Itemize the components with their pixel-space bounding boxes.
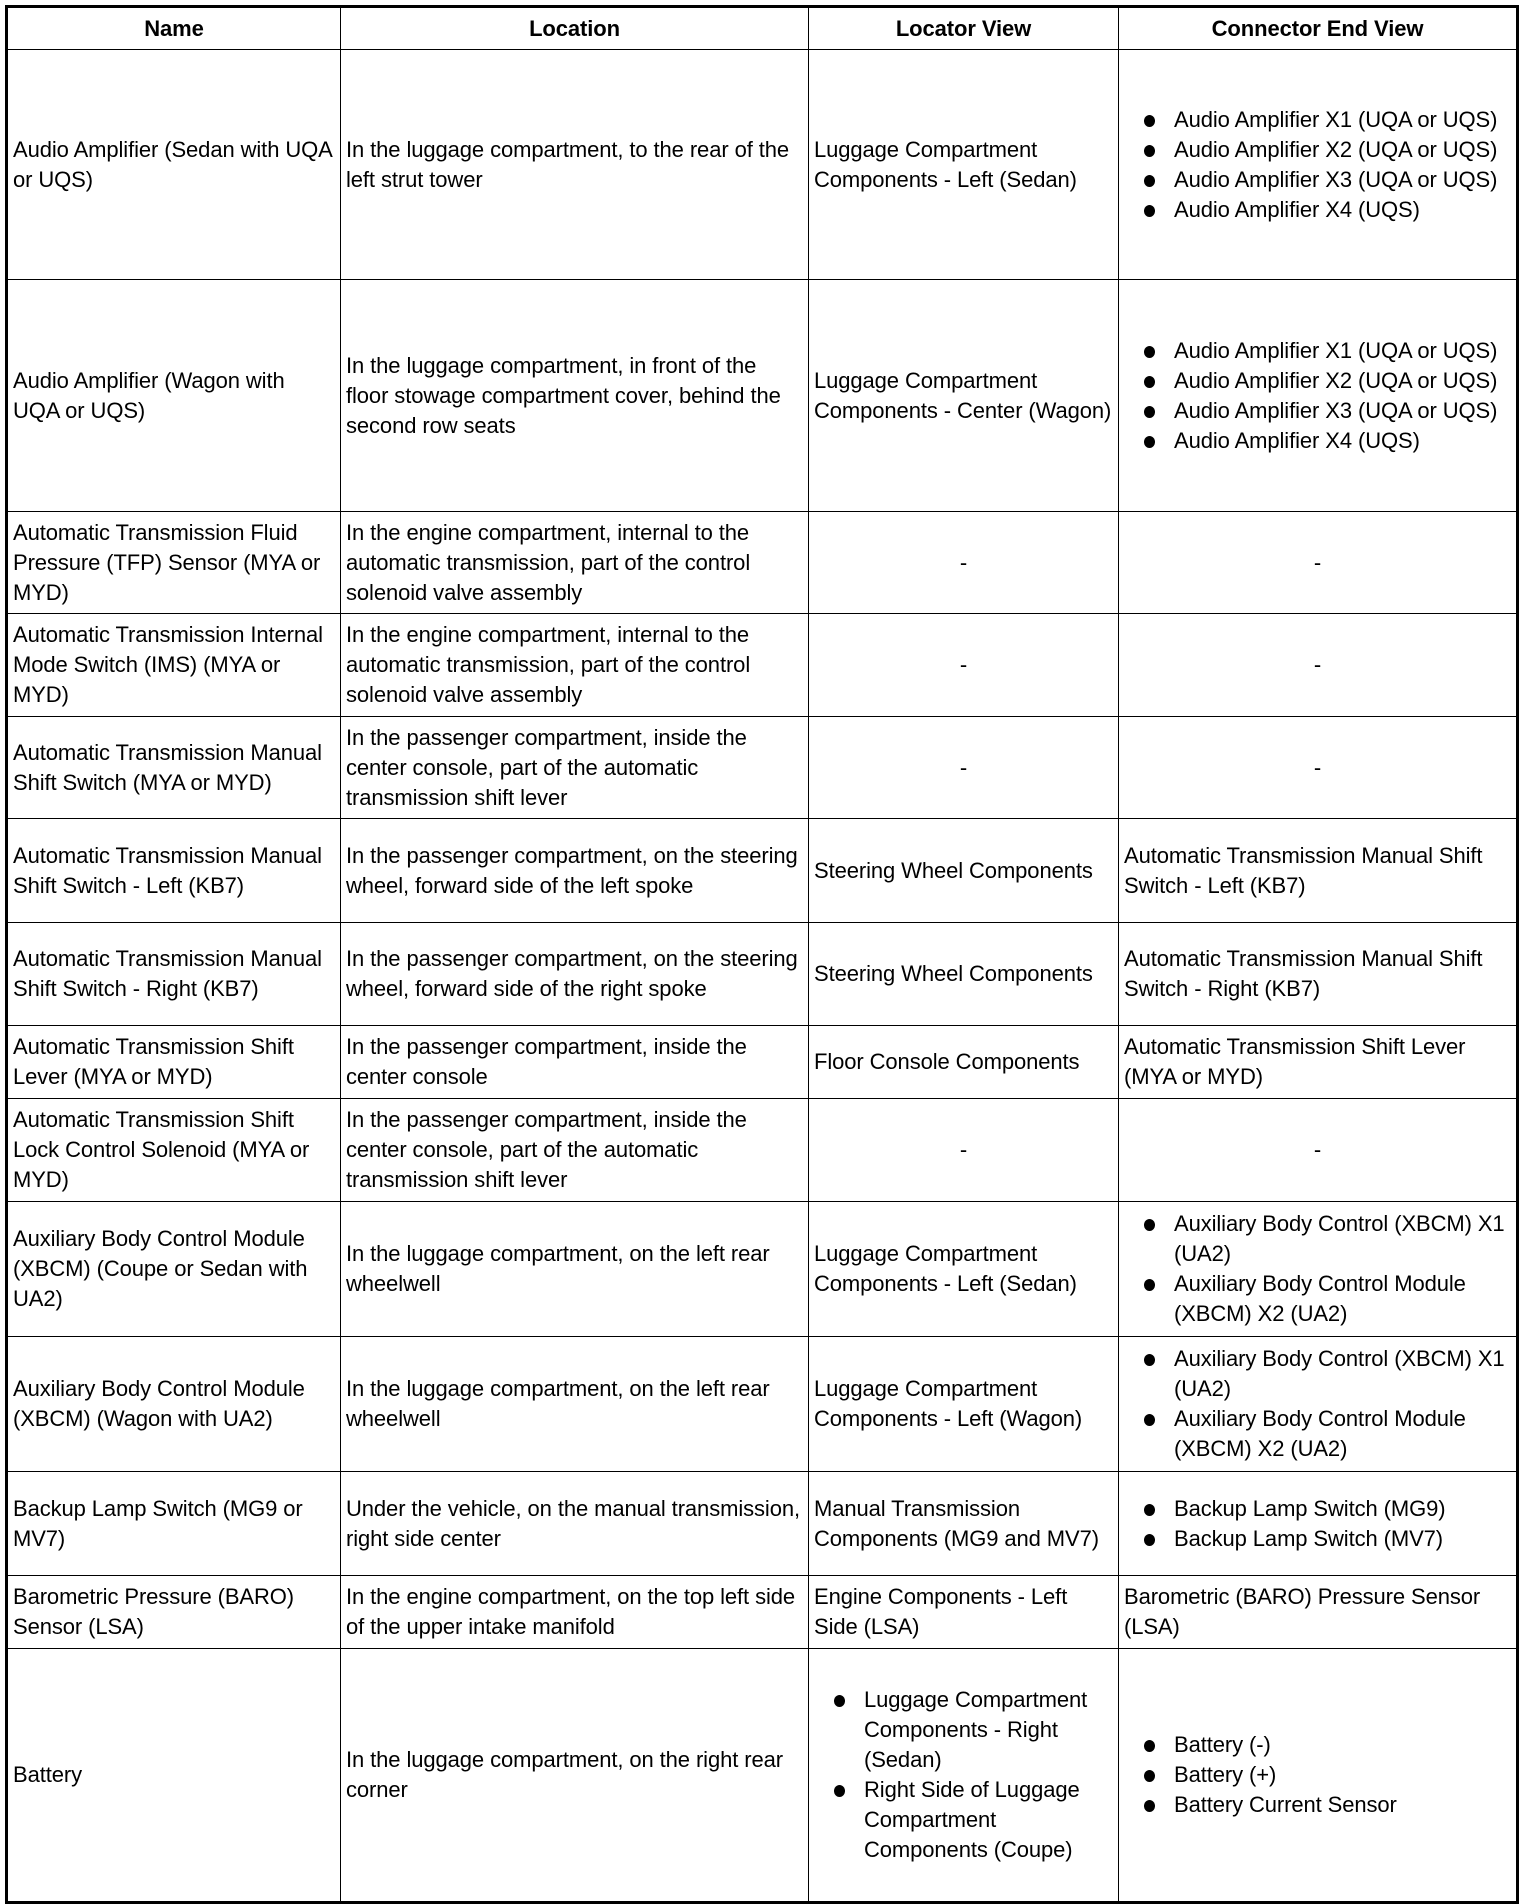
cell-connector [1119,280,1518,512]
cell-locator: - [809,717,1119,819]
bullet-icon [1144,1800,1155,1812]
list-item-text: Backup Lamp Switch (MG9) [1174,1495,1446,1521]
table-row [7,512,1518,614]
cell-connector: - [1119,717,1518,819]
bullet-icon [1144,1504,1155,1516]
cell-name: Barometric Pressure (BARO) Sensor (LSA) [7,1576,341,1649]
cell-name: Automatic Transmission Manual Shift Switch (MYA or MYD) [7,717,341,819]
list-item-text: Auxiliary Body Control Module (XBCM) X2 (UA2) [1174,1271,1466,1326]
table-body [7,50,1518,1903]
header-location: Location [341,7,809,50]
list-item [1124,426,1511,456]
list-item [1124,396,1511,426]
table-row [7,1472,1518,1576]
cell-locator: - [809,614,1119,717]
cell-locator: Luggage Compartment Components - Left (Wagon) [809,1337,1119,1472]
cell-location: In the luggage compartment, in front of the floor stowage compartment cover, behind the second row seats [341,280,809,512]
bullet-icon [834,1785,845,1797]
cell-location: In the engine compartment, on the top left side of the upper intake manifold [341,1576,809,1649]
cell-locator: Manual Transmission Components (MG9 and MV7) [809,1472,1119,1576]
list-item-text: Audio Amplifier X2 (UQA or UQS) [1174,136,1498,162]
cell-name: Automatic Transmission Internal Mode Switch (IMS) (MYA or MYD) [7,614,341,717]
list-item [1124,1344,1511,1404]
list-item-text: Audio Amplifier X3 (UQA or UQS) [1174,166,1498,192]
list-item [1124,1790,1511,1820]
list-item [1124,1209,1511,1269]
bullet-list [1124,105,1511,225]
cell-name: Auxiliary Body Control Module (XBCM) (Coupe or Sedan with UA2) [7,1202,341,1337]
list-item-text: Backup Lamp Switch (MV7) [1174,1525,1444,1551]
list-item [1124,1730,1511,1760]
list-item-text: Luggage Compartment Components - Right (Sedan) [864,1687,1088,1772]
cell-locator: Steering Wheel Components [809,923,1119,1026]
cell-connector [1119,50,1518,280]
cell-locator: - [809,1099,1119,1202]
list-item [1124,1524,1511,1554]
cell-location: In the engine compartment, internal to the automatic transmission, part of the control solenoid valve assembly [341,614,809,717]
cell-connector: Automatic Transmission Shift Lever (MYA or MYD) [1119,1026,1518,1099]
list-item [814,1685,1113,1775]
cell-location: In the passenger compartment, on the steering wheel, forward side of the right spoke [341,923,809,1026]
list-item [1124,1404,1511,1464]
list-item [814,1775,1113,1865]
cell-locator: Engine Components - Left Side (LSA) [809,1576,1119,1649]
table-row [7,717,1518,819]
bullet-icon [1144,1279,1155,1291]
cell-name: Audio Amplifier (Wagon with UQA or UQS) [7,280,341,512]
bullet-icon [834,1695,845,1707]
cell-location: In the luggage compartment, on the left rear wheelwell [341,1202,809,1337]
cell-connector: - [1119,614,1518,717]
bullet-icon [1144,1354,1155,1366]
cell-locator: Luggage Compartment Components - Left (Sedan) [809,50,1119,280]
list-item-text: Auxiliary Body Control (XBCM) X1 (UA2) [1174,1346,1505,1401]
cell-name: Automatic Transmission Manual Shift Switch - Right (KB7) [7,923,341,1026]
bullet-icon [1144,1740,1155,1752]
cell-locator: Floor Console Components [809,1026,1119,1099]
list-item [1124,336,1511,366]
cell-connector [1119,1202,1518,1337]
bullet-list [1124,1730,1511,1820]
cell-name: Automatic Transmission Shift Lock Control Solenoid (MYA or MYD) [7,1099,341,1202]
cell-name: Audio Amplifier (Sedan with UQA or UQS) [7,50,341,280]
bullet-icon [1144,406,1155,418]
bullet-icon [1144,376,1155,388]
bullet-list [1124,336,1511,456]
bullet-icon [1144,115,1155,127]
list-item [1124,1269,1511,1329]
list-item-text: Audio Amplifier X1 (UQA or UQS) [1174,337,1498,363]
bullet-list [1124,1209,1511,1329]
cell-name: Backup Lamp Switch (MG9 or MV7) [7,1472,341,1576]
table-row [7,1026,1518,1099]
header-name: Name [7,7,341,50]
bullet-icon [1144,1414,1155,1426]
list-item [1124,1494,1511,1524]
list-item-text: Audio Amplifier X4 (UQS) [1174,427,1420,453]
list-item [1124,135,1511,165]
cell-connector [1119,1649,1518,1903]
bullet-icon [1144,346,1155,358]
cell-connector: Barometric (BARO) Pressure Sensor (LSA) [1119,1576,1518,1649]
header-row [7,7,1518,50]
table-row [7,50,1518,280]
list-item-text: Audio Amplifier X3 (UQA or UQS) [1174,397,1498,423]
cell-connector: - [1119,1099,1518,1202]
cell-name: Automatic Transmission Fluid Pressure (TFP) Sensor (MYA or MYD) [7,512,341,614]
bullet-icon [1144,436,1155,448]
list-item [1124,1760,1511,1790]
bullet-icon [1144,175,1155,187]
cell-locator: Luggage Compartment Components - Left (Sedan) [809,1202,1119,1337]
bullet-icon [1144,145,1155,157]
cell-name: Battery [7,1649,341,1903]
cell-connector: - [1119,512,1518,614]
list-item-text: Audio Amplifier X4 (UQS) [1174,196,1420,222]
list-item [1124,195,1511,225]
header-locator-view: Locator View [809,7,1119,50]
component-locator-table [5,5,1519,1904]
cell-location: In the luggage compartment, on the right rear corner [341,1649,809,1903]
bullet-icon [1144,1770,1155,1782]
cell-location: In the luggage compartment, to the rear of the left strut tower [341,50,809,280]
table-row [7,819,1518,923]
cell-name: Automatic Transmission Shift Lever (MYA or MYD) [7,1026,341,1099]
cell-location: In the passenger compartment, inside the center console, part of the automatic transmission shift lever [341,1099,809,1202]
bullet-list [1124,1344,1511,1464]
table-row [7,614,1518,717]
table-row [7,1202,1518,1337]
cell-locator: - [809,512,1119,614]
cell-name: Automatic Transmission Manual Shift Switch - Left (KB7) [7,819,341,923]
table-row [7,1576,1518,1649]
list-item [1124,105,1511,135]
cell-location: In the engine compartment, internal to the automatic transmission, part of the control solenoid valve assembly [341,512,809,614]
cell-locator: Steering Wheel Components [809,819,1119,923]
list-item-text: Battery Current Sensor [1174,1792,1397,1817]
cell-name: Auxiliary Body Control Module (XBCM) (Wagon with UA2) [7,1337,341,1472]
bullet-icon [1144,205,1155,217]
bullet-list [814,1685,1113,1865]
cell-connector [1119,1472,1518,1576]
table-row [7,923,1518,1026]
cell-locator [809,1649,1119,1903]
bullet-icon [1144,1534,1155,1546]
cell-location: Under the vehicle, on the manual transmission, right side center [341,1472,809,1576]
list-item [1124,366,1511,396]
cell-locator: Luggage Compartment Components - Center (Wagon) [809,280,1119,512]
cell-connector: Automatic Transmission Manual Shift Switch - Right (KB7) [1119,923,1518,1026]
list-item [1124,165,1511,195]
cell-connector: Automatic Transmission Manual Shift Switch - Left (KB7) [1119,819,1518,923]
bullet-list [1124,1494,1511,1554]
cell-location: In the passenger compartment, on the steering wheel, forward side of the left spoke [341,819,809,923]
list-item-text: Battery (+) [1174,1762,1277,1787]
cell-location: In the passenger compartment, inside the center console, part of the automatic transmission shift lever [341,717,809,819]
cell-location: In the passenger compartment, inside the center console [341,1026,809,1099]
list-item-text: Audio Amplifier X2 (UQA or UQS) [1174,367,1498,393]
table-row [7,1649,1518,1903]
cell-connector [1119,1337,1518,1472]
header-connector-end-view: Connector End View [1119,7,1518,50]
table-row [7,280,1518,512]
list-item-text: Right Side of Luggage Compartment Components (Coupe) [864,1777,1080,1862]
list-item-text: Auxiliary Body Control (XBCM) X1 (UA2) [1174,1211,1505,1266]
cell-location: In the luggage compartment, on the left rear wheelwell [341,1337,809,1472]
list-item-text: Audio Amplifier X1 (UQA or UQS) [1174,106,1498,132]
table-row [7,1099,1518,1202]
list-item-text: Auxiliary Body Control Module (XBCM) X2 (UA2) [1174,1406,1466,1461]
list-item-text: Battery (-) [1174,1732,1271,1757]
table-row [7,1337,1518,1472]
bullet-icon [1144,1219,1155,1231]
